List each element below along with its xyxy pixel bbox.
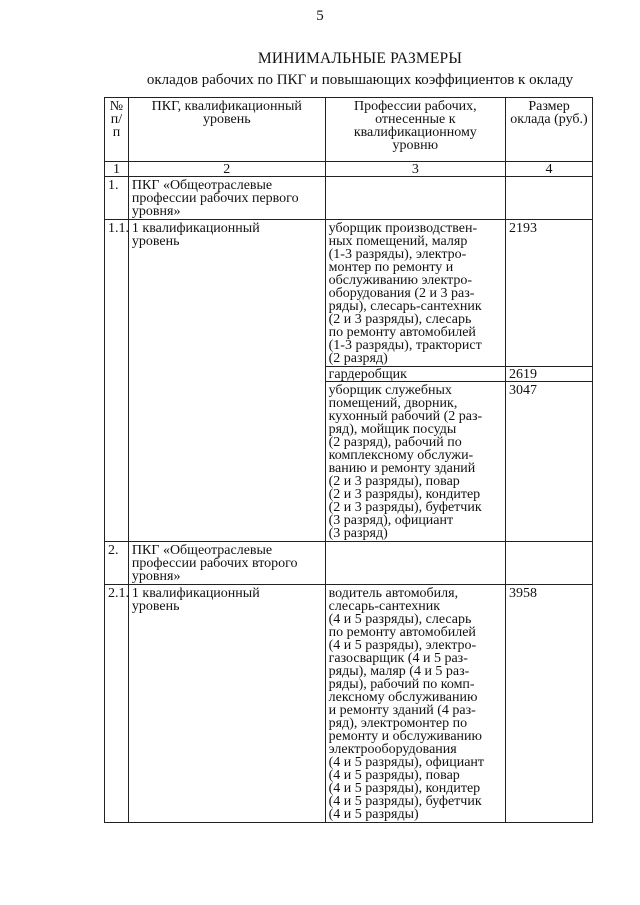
header-salary: Размер оклада (руб.) (506, 98, 593, 162)
row-number: 1. (105, 177, 129, 220)
salary-cell: 3958 (506, 585, 593, 823)
column-number: 3 (325, 162, 505, 177)
header-number: № п/п (105, 98, 129, 162)
professions-cell: гардеробщик (325, 367, 505, 382)
document-subtitle: окладов рабочих по ПКГ и повышающих коэффициентов к окладу (146, 72, 574, 88)
row-number: 2. (105, 542, 129, 585)
qualification-level: 1 квалификационный уровень (128, 585, 325, 823)
salary-table (104, 97, 593, 823)
table-row (105, 177, 593, 220)
salary-cell (506, 542, 593, 585)
table-row (105, 542, 593, 585)
column-number: 2 (128, 162, 325, 177)
page-number: 5 (316, 8, 324, 24)
header-group-level: ПКГ, квалификационный уровень (128, 98, 325, 162)
row-number: 1.1. (105, 220, 129, 542)
table-row (105, 220, 593, 367)
professions-cell: уборщик производствен- ных помещений, маляр (1-3 разряды), электро- монтер по ремонту и обслуживанию электро- оборудования (2 и 3 раз- ряды), слесарь-сантехник (2 и 3 разряды), слесарь по ремонту автомобилей (1-3 разряды), тракторист (2 разряд) (325, 220, 505, 367)
professions-cell: водитель автомобиля, слесарь-сантехник (4 и 5 разряды), слесарь по ремонту автомобилей (4 и 5 разряды), электро- газосварщик (4 и 5 раз- ряды), маляр (4 и 5 раз- ряды), рабочий по комп- лексному обслуживанию и ремонту зданий (4 раз- ряд), электромонтер по ремонту и обслуживанию электрооборудования (4 и 5 разряды), официант (4 и 5 разряды), повар (4 и 5 разряды), кондитер (4 и 5 разряды), буфетчик (4 и 5 разряды) (325, 585, 505, 823)
column-number: 4 (506, 162, 593, 177)
row-number: 2.1. (105, 585, 129, 823)
table-row (105, 585, 593, 823)
group-name: ПКГ «Общеотраслевые профессии рабочих первого уровня» (128, 177, 325, 220)
column-number-row (105, 162, 593, 177)
salary-cell (506, 177, 593, 220)
group-name: ПКГ «Общеотраслевые профессии рабочих второго уровня» (128, 542, 325, 585)
professions-cell: уборщик служебных помещений, дворник, кухонный рабочий (2 раз- ряд), мойщик посуды (2 разряд), рабочий по комплексному обслужи- ванию и ремонту зданий (2 и 3 разряды), повар (2 и 3 разряды), кондитер (2 и 3 разряды), буфетчик (3 разряд), официант (3 разряд) (325, 382, 505, 542)
document-title: МИНИМАЛЬНЫЕ РАЗМЕРЫ (257, 50, 463, 67)
column-number: 1 (105, 162, 129, 177)
professions-cell (325, 542, 505, 585)
salary-cell: 2193 (506, 220, 593, 367)
table-header-row (105, 98, 593, 162)
professions-cell (325, 177, 505, 220)
salary-cell: 2619 (506, 367, 593, 382)
salary-cell: 3047 (506, 382, 593, 542)
qualification-level: 1 квалификационный уровень (128, 220, 325, 542)
header-professions: Профессии рабочих, отнесенные к квалификационному уровню (325, 98, 505, 162)
